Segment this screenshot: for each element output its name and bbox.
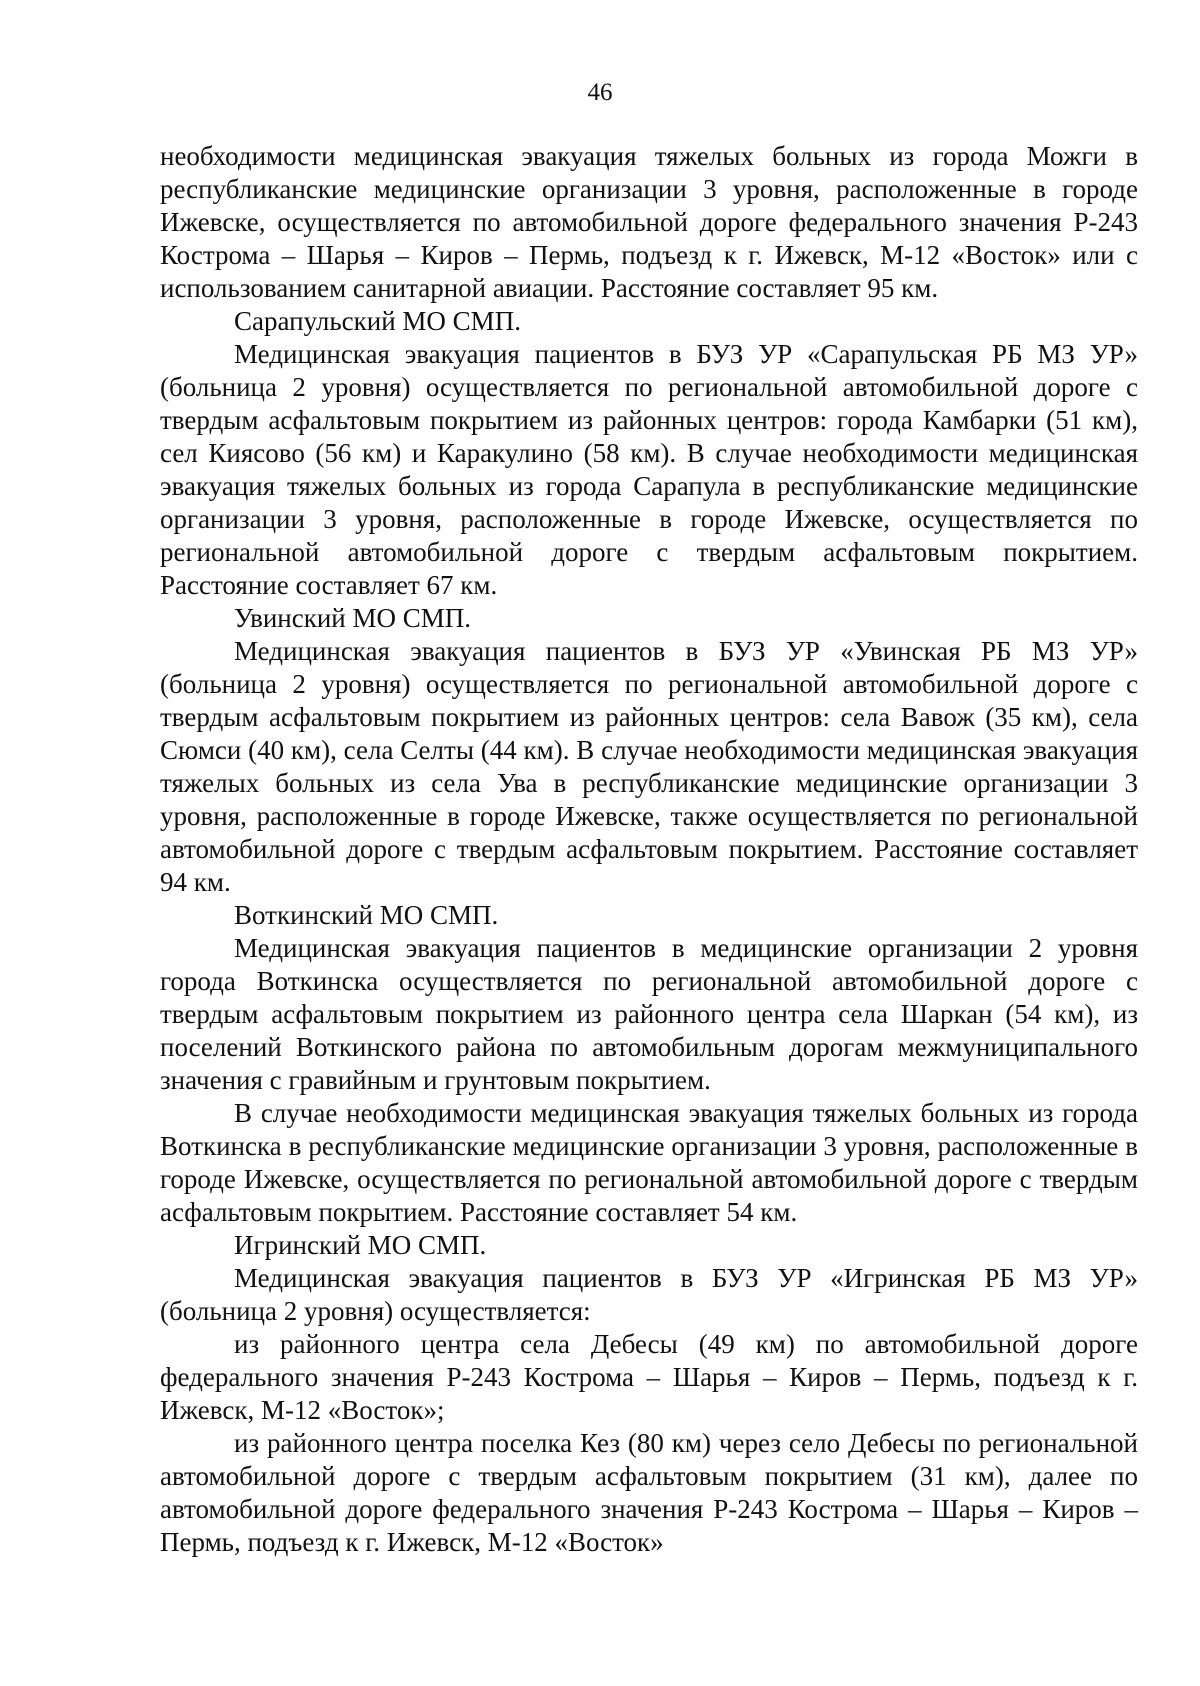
paragraph-sarapul-evacuation: Медицинская эвакуация пациентов в БУЗ УР «Сарапульская РБ МЗ УР» (больница 2 уровня) осуществляется по региональной автомобильной дороге с твердым асфальтовым покрытием из районных центров: города Камбарки (51 км), сел Киясово (56 км) и Каракулино (58 км). В случае необходимости медицинская эвакуация тяжелых больных из города Сарапула в республиканские медицинские организации 3 уровня, расположенные в городе Ижевске, осуществляется по региональной автомобильной дороге с твердым асфальтовым покрытием. Расстояние составляет 67 км. bbox=[160, 339, 1138, 600]
paragraph-uva-evacuation: Медицинская эвакуация пациентов в БУЗ УР «Увинская РБ МЗ УР» (больница 2 уровня) осуществляется по региональной автомобильной дороге с твердым асфальтовым покрытием из районных центров: села Вавож (35 км), села Сюмси (40 км), села Селты (44 км). В случае необходимости медицинская эвакуация тяжелых больных из села Ува в республиканские медицинские организации 3 уровня, расположенные в городе Ижевске, также осуществляется по региональной автомобильной дороге с твердым асфальтовым покрытием. Расстояние составляет 94 км. bbox=[160, 636, 1138, 897]
paragraph-mozhga-evacuation: необходимости медицинская эвакуация тяжелых больных из города Можги в республиканские медицинские организации 3 уровня, расположенные в городе Ижевске, осуществляется по автомобильной дороге федерального значения Р-243 Кострома – Шарья – Киров – Пермь, подъезд к г. Ижевск, М-12 «Восток» или с использованием санитарной авиации. Расстояние составляет 95 км. bbox=[160, 141, 1138, 303]
paragraph-igra-evacuation: Медицинская эвакуация пациентов в БУЗ УР «Игринская РБ МЗ УР» (больница 2 уровня) осуществляется: bbox=[160, 1263, 1138, 1326]
section-heading-igra: Игринский МО СМП. bbox=[234, 1230, 487, 1260]
section-heading-votkinsk: Воткинский МО СМП. bbox=[234, 900, 499, 930]
paragraph-igra-route-kez: из районного центра поселка Кез (80 км) через село Дебесы по региональной автомобильной дороге с твердым асфальтовым покрытием (31 км), далее по автомобильной дороге федерального значения Р-243 Кострома – Шарья – Киров – Пермь, подъезд к г. Ижевск, М-12 «Восток» bbox=[160, 1428, 1138, 1557]
document-body bbox=[160, 140, 1138, 1559]
paragraph-votkinsk-evacuation: Медицинская эвакуация пациентов в медицинские организации 2 уровня города Воткинска осуществляется по региональной автомобильной дороге с твердым асфальтовым покрытием из районного центра села Шаркан (54 км), из поселений Воткинского района по автомобильным дорогам межмуниципального значения с гравийным и грунтовым покрытием. bbox=[160, 933, 1138, 1095]
paragraph-igra-route-debesy: из районного центра села Дебесы (49 км) по автомобильной дороге федерального значения Р-243 Кострома – Шарья – Киров – Пермь, подъезд к г. Ижевск, М-12 «Восток»; bbox=[160, 1329, 1138, 1425]
page-number: 46 bbox=[587, 79, 613, 106]
section-heading-sarapul: Сарапульский МО СМП. bbox=[234, 306, 521, 336]
section-heading-uva: Увинский МО СМП. bbox=[234, 603, 471, 633]
paragraph-votkinsk-severe-cases: В случае необходимости медицинская эвакуация тяжелых больных из города Воткинска в республиканские медицинские организации 3 уровня, расположенные в городе Ижевске, осуществляется по региональной автомобильной дороге с твердым асфальтовым покрытием. Расстояние составляет 54 км. bbox=[160, 1098, 1138, 1227]
